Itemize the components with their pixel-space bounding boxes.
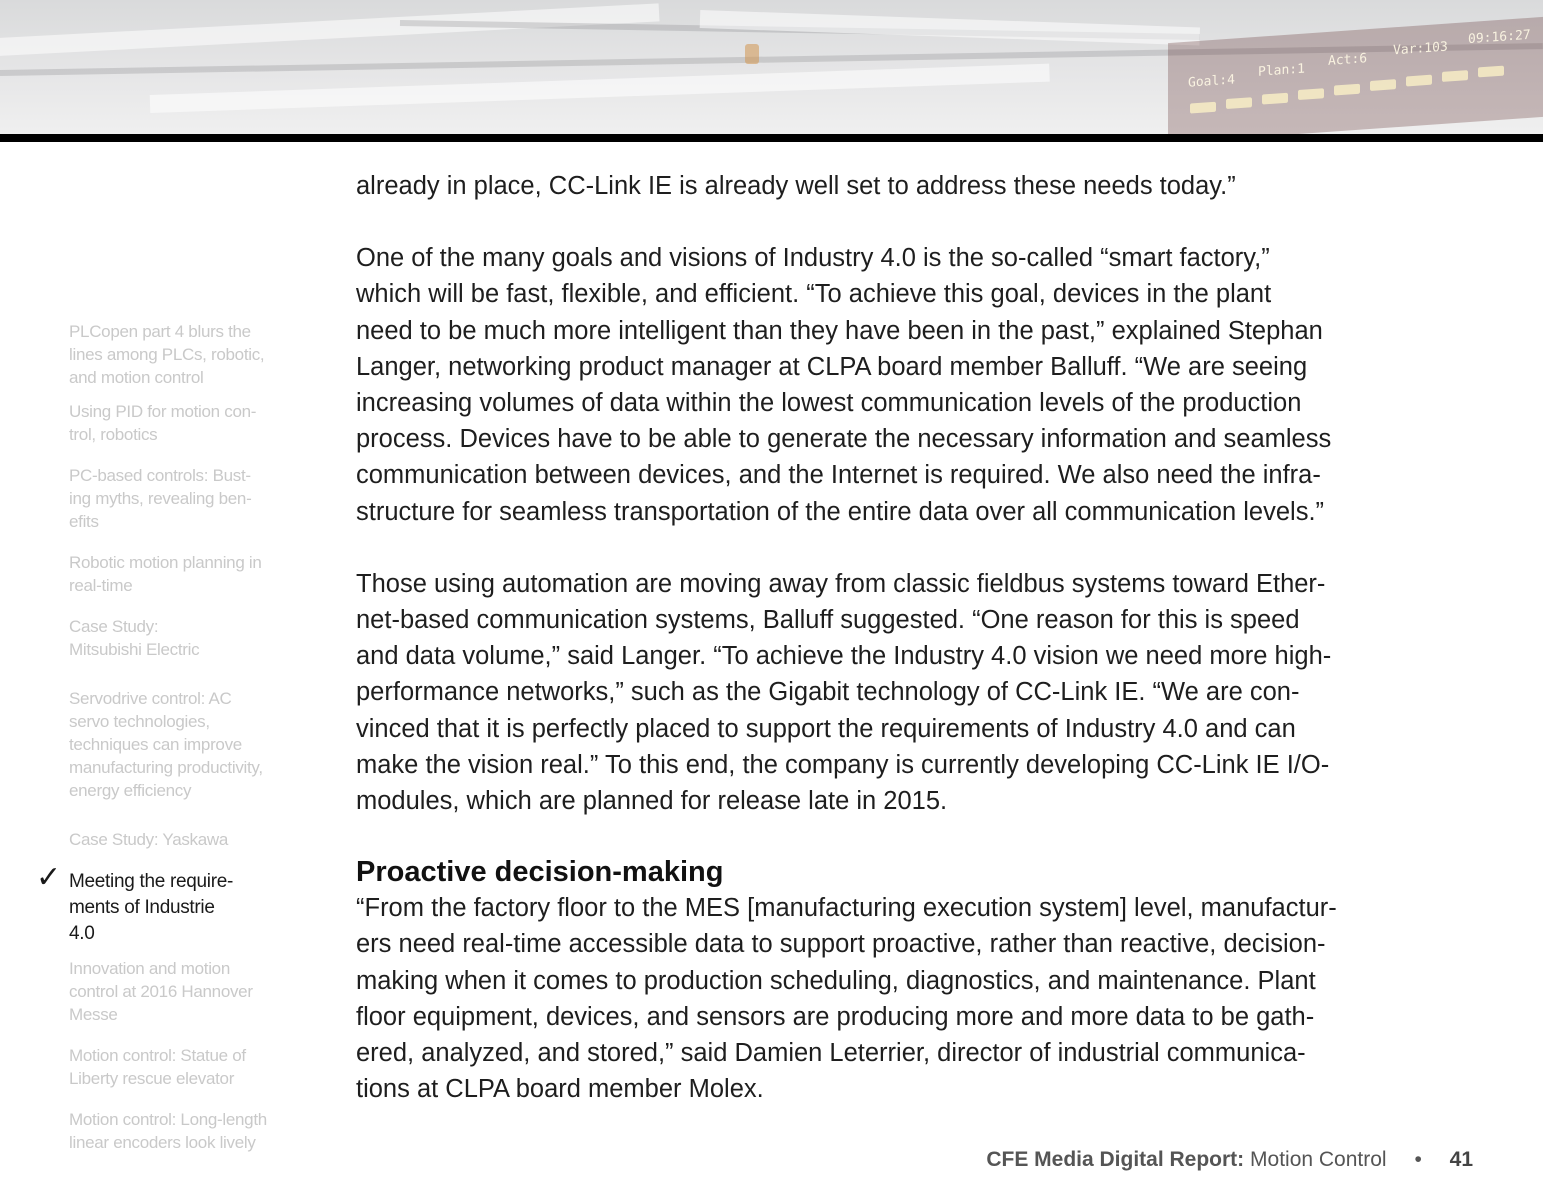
toc-item-mitsubishi[interactable]: Case Study: Mitsubishi Electric [69, 617, 200, 659]
table-of-contents [36, 320, 296, 1154]
section-heading: Proactive decision-making [356, 856, 724, 889]
toc-item-hannover[interactable]: Innovation and motion control at 2016 Hannover Messe [69, 959, 253, 1024]
paragraph-smart-factory: One of the many goals and visions of Industry 4.0 is the so-called “smart factory,” which will be fast, flexible, and efficient. “To achieve this goal, devices in the plant need to be much more intelligent than they have been in the past,” explained Stephan Langer, networking product manager at CLPA board member Balluff. “We are seeing increasing volumes of data within the lowest communication levels of the production process. Devices have to be able to generate the necessary information and seamless communication between devices, and the Internet is required. We also need the infra- structure for seamless transportation of the entire data over all communication levels.” [356, 244, 1332, 526]
header-rule [0, 134, 1543, 142]
article-body [356, 168, 1476, 1107]
toc-item-plcopen[interactable]: PLCopen part 4 blurs the lines among PLCs, robotic, and motion control [69, 322, 265, 387]
toc-item-robotic-motion[interactable]: Robotic motion planning in real-time [69, 553, 262, 595]
paragraph-intro: already in place, CC-Link IE is already well set to address these needs today.” [356, 172, 1236, 200]
toc-item-industrie-4-active[interactable]: ✓ Meeting the require- ments of Industrie 4.0 [36, 860, 234, 944]
scoreboard-label: Act:6 [1328, 51, 1368, 69]
publication-name: CFE Media Digital Report: [986, 1148, 1245, 1171]
toc-item-statue-of-liberty[interactable]: Motion control: Statue of Liberty rescue elevator [69, 1046, 246, 1088]
bullet-separator: • [1414, 1148, 1422, 1171]
toc-item-yaskawa[interactable]: Case Study: Yaskawa [69, 830, 229, 849]
scoreboard-label: Var:103 [1393, 39, 1448, 59]
checkmark-icon: ✓ [36, 860, 61, 895]
scoreboard-label: Plan:1 [1258, 61, 1305, 80]
toc-item-pc-based[interactable]: PC-based controls: Bust- ing myths, revealing ben- efits [69, 466, 252, 531]
toc-item-linear-encoders[interactable]: Motion control: Long-length linear encoders look lively [69, 1110, 267, 1152]
header-banner-photo [0, 0, 1543, 136]
page-number: 41 [1449, 1148, 1473, 1171]
toc-item-pid[interactable]: Using PID for motion con- trol, robotics [69, 402, 257, 444]
toc-item-servodrive[interactable]: Servodrive control: AC servo technologies, techniques can improve manufacturing productivity, energy efficiency [69, 689, 263, 800]
scoreboard [1168, 17, 1543, 136]
section-name: Motion Control [1250, 1148, 1387, 1171]
paragraph-ethernet: Those using automation are moving away from classic fieldbus systems toward Ether- net-based communication systems, Balluff suggested. “One reason for this is speed and data volume,” said Langer. “To achieve the Industry 4.0 vision we need more high- performance networks,” such as the Gigabit technology of CC-Link IE. “We are con- vinced that it is perfectly placed to support the requirements of Industry 4.0 and can make the vision real.” To this end, the company is currently developing CC-Link IE I/O- modules, which are planned for release late in 2015. [356, 569, 1332, 816]
paragraph-proactive: “From the factory floor to the MES [manufacturing execution system] level, manufactur- ers need real-time accessible data to support proactive, rather than reactive, decision- making when it comes to production scheduling, diagnostics, and maintenance. Plant floor equipment, devices, and sensors are producing more and more data to be gath- ered, analyzed, and stored,” said Damien Leterrier, director of industrial communica- tions at CLPA board member Molex. [356, 894, 1337, 1104]
scoreboard-label: 09:16:27 [1468, 27, 1531, 48]
scoreboard-label: Goal:4 [1188, 72, 1235, 91]
page-footer [986, 1148, 1473, 1172]
